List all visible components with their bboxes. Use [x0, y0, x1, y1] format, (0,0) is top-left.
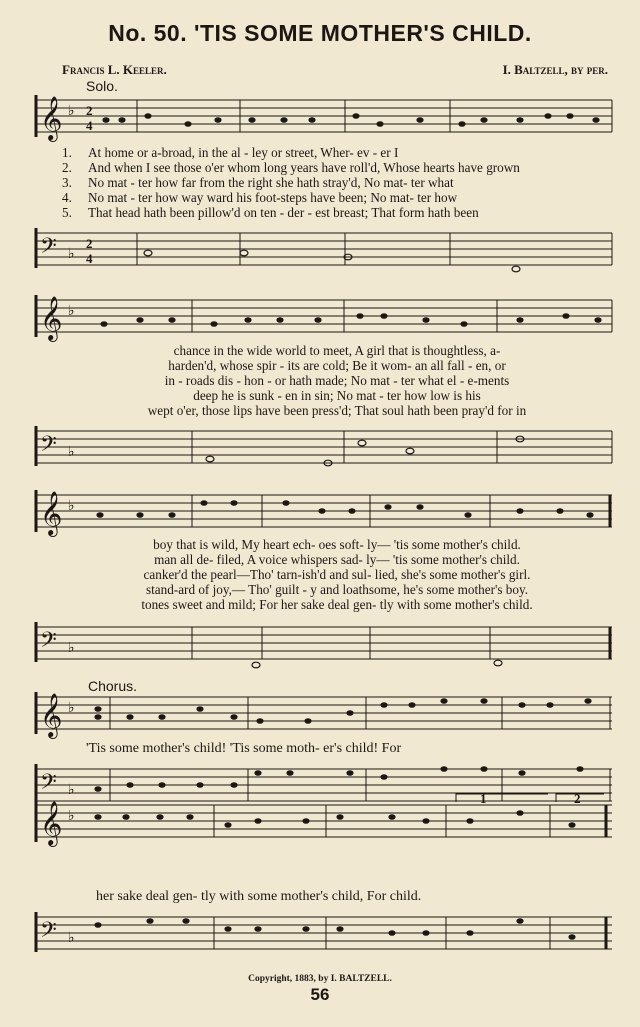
svg-text:𝄞: 𝄞 [40, 493, 63, 535]
chorus-lyric-line-2: her sake deal gen- tly with some mother's child, For child. [96, 889, 422, 904]
chorus-lyric-line-1: 'Tis some mother's child! 'Tis some moth- er's child! For [86, 741, 402, 756]
bass-staff-system-3 [0, 622, 640, 672]
svg-text:♭: ♭ [68, 499, 75, 514]
svg-text:♭: ♭ [68, 641, 75, 656]
chorus-label: Chorus. [88, 678, 138, 694]
verse-4-line-3: stand-ard of joy,— Tho' guilt - y and loathsome, he's some mother's boy. [145, 582, 529, 597]
svg-text:♭: ♭ [68, 247, 75, 262]
verse-1-line-1: 1. At home or a-broad, in the al - ley or street, Wher- ev - er I [62, 145, 399, 160]
svg-text:𝄢: 𝄢 [40, 432, 57, 461]
verse-2-line-2: harden'd, whose spir - its are cold; Be it wom- an all fall - en, or [168, 358, 506, 373]
verse-1-line-3: boy that is wild, My heart ech- oes soft- ly— 'tis some mother's child. [153, 537, 521, 552]
verse-3-line-3: canker'd the pearl—Tho' tarn-ish'd and sul- lied, she's some mother's girl. [143, 567, 531, 582]
verse-1-line-2: chance in the wide world to meet, A girl that is thoughtless, a- [173, 343, 501, 358]
second-ending-number: 2 [574, 791, 581, 806]
verse-5-line-3: tones sweet and mild; For her sake deal gen- tly with some mother's child. [141, 597, 533, 612]
composer-credit: I. Baltzell, by per. [502, 62, 608, 77]
svg-text:♭: ♭ [68, 104, 75, 119]
svg-text:𝄞: 𝄞 [40, 803, 63, 845]
lyricist-credit: Francis L. Keeler. [62, 62, 167, 77]
verse-5-line-1: 5. That head hath been pillow'd on ten - der - est breast; That form hath been [62, 205, 479, 220]
svg-text:𝄢: 𝄢 [40, 628, 57, 657]
verse-3-line-2: in - roads dis - hon - or hath made; No mat - ter what el - e-ments [164, 373, 510, 388]
verse-4-line-1: 4. No mat - ter how way ward his foot-steps have been; No mat- ter how [62, 190, 458, 205]
svg-text:𝄢: 𝄢 [40, 234, 57, 263]
verse-3-line-1: 3. No mat - ter how far from the right she hath stray'd, No mat- ter what [62, 175, 454, 190]
svg-text:♭: ♭ [68, 701, 75, 716]
svg-text:𝄞: 𝄞 [40, 695, 63, 737]
svg-text:2: 2 [86, 103, 93, 118]
verse-4-line-2: deep he is sunk - en in sin; No mat - ter how low is his [193, 388, 481, 403]
svg-text:♭: ♭ [68, 809, 75, 824]
treble-staff-system-2 [0, 295, 640, 345]
svg-text:♭: ♭ [68, 445, 75, 460]
svg-text:𝄢: 𝄢 [40, 918, 57, 947]
page-number: 56 [310, 985, 330, 1004]
treble-staff-system-3 [0, 490, 640, 540]
chorus-treble-staff-1 [0, 692, 640, 742]
copyright-notice: Copyright, 1883, by I. BALTZELL. [248, 974, 392, 984]
svg-text:♭: ♭ [68, 304, 75, 319]
chorus-bass-staff-2 [0, 912, 640, 962]
svg-text:4: 4 [86, 118, 93, 133]
first-ending-number: 1 [480, 791, 487, 806]
svg-text:4: 4 [86, 251, 93, 266]
svg-text:♭: ♭ [68, 783, 75, 798]
svg-text:𝄢: 𝄢 [40, 770, 57, 799]
svg-text:2: 2 [86, 236, 93, 251]
svg-text:♭: ♭ [68, 931, 75, 946]
verse-2-line-3: man all de- filed, A voice whispers sad- ly— 'tis some mother's child. [154, 552, 520, 567]
verse-5-line-2: wept o'er, those lips have been press'd; That soul hath been pray'd for in [147, 403, 527, 418]
svg-text:𝄞: 𝄞 [40, 98, 63, 140]
verse-2-line-1: 2. And when I see those o'er whom long years have roll'd, Whose hearts have grown [62, 160, 520, 175]
chorus-treble-staff-2 [0, 790, 640, 850]
bass-staff-system-1 [0, 228, 640, 278]
solo-label: Solo. [86, 78, 118, 94]
svg-text:𝄞: 𝄞 [40, 298, 63, 340]
bass-staff-system-2 [0, 426, 640, 476]
hymn-title: No. 50. 'TIS SOME MOTHER'S CHILD. [108, 20, 532, 46]
treble-staff-system-1 [0, 95, 640, 145]
